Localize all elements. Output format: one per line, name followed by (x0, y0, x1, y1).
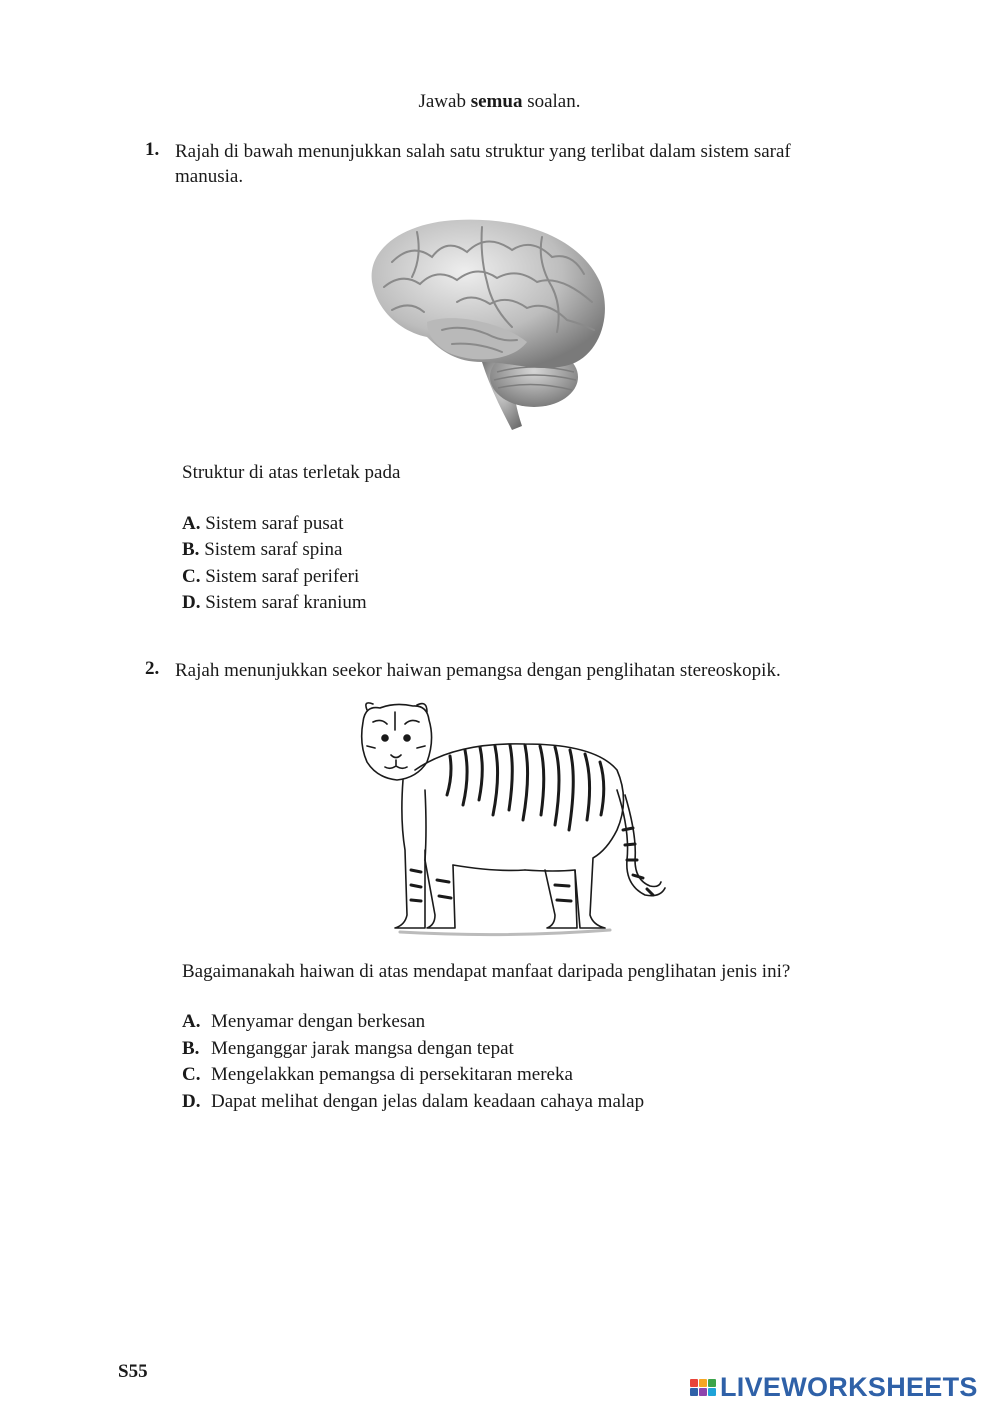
question-1-option-a[interactable] (182, 513, 344, 535)
instruction-bold: semua (470, 91, 523, 112)
brain-image (362, 212, 608, 434)
liveworksheets-logo-icon (690, 1379, 716, 1396)
question-1-text-line2: manusia. (175, 166, 244, 187)
option-letter: A. (182, 513, 201, 534)
question-1-option-b[interactable] (182, 539, 342, 561)
question-1-option-c[interactable] (182, 566, 359, 588)
question-2-option-a[interactable] (182, 1011, 425, 1033)
page-code: S55 (118, 1361, 148, 1382)
option-text: Mengelakkan pemangsa di persekitaran mereka (211, 1064, 573, 1085)
question-1-prompt: Struktur di atas terletak pada (182, 462, 401, 483)
option-letter: C. (182, 566, 201, 587)
question-1-text-line1: Rajah di bawah menunjukkan salah satu struktur yang terlibat dalam sistem saraf (175, 141, 791, 162)
option-text: Sistem saraf periferi (205, 566, 360, 587)
option-letter: C. (182, 1064, 201, 1085)
instruction-prefix: Jawab (418, 91, 471, 112)
instruction (0, 91, 999, 113)
question-1-number: 1. (145, 139, 160, 160)
option-text: Dapat melihat dengan jelas dalam keadaan cahaya malap (211, 1091, 645, 1112)
question-2-option-c[interactable] (182, 1064, 573, 1086)
question-2-option-d[interactable] (182, 1091, 644, 1113)
option-text: Sistem saraf spina (204, 539, 343, 560)
question-2-number: 2. (145, 658, 160, 679)
question-2-text: Rajah menunjukkan seekor haiwan pemangsa dengan penglihatan stereoskopik. (175, 660, 781, 681)
option-letter: B. (182, 539, 200, 560)
liveworksheets-brand-text: LIVEWORKSHEETS (720, 1372, 978, 1402)
option-letter: D. (182, 1091, 201, 1112)
option-letter: B. (182, 1038, 200, 1059)
option-letter: A. (182, 1011, 201, 1032)
tiger-image (355, 700, 675, 940)
option-text: Sistem saraf pusat (205, 513, 344, 534)
option-text: Sistem saraf kranium (205, 592, 367, 613)
question-2-option-b[interactable] (182, 1038, 514, 1060)
question-1-option-d[interactable] (182, 592, 367, 614)
question-2-prompt: Bagaimanakah haiwan di atas mendapat manfaat daripada penglihatan jenis ini? (182, 961, 791, 982)
option-letter: D. (182, 592, 201, 613)
question-1-text (175, 139, 855, 189)
liveworksheets-logo[interactable] (690, 1372, 978, 1403)
option-text: Menganggar jarak mangsa dengan tepat (211, 1038, 514, 1059)
option-text: Menyamar dengan berkesan (211, 1011, 426, 1032)
instruction-suffix: soalan. (522, 91, 581, 112)
